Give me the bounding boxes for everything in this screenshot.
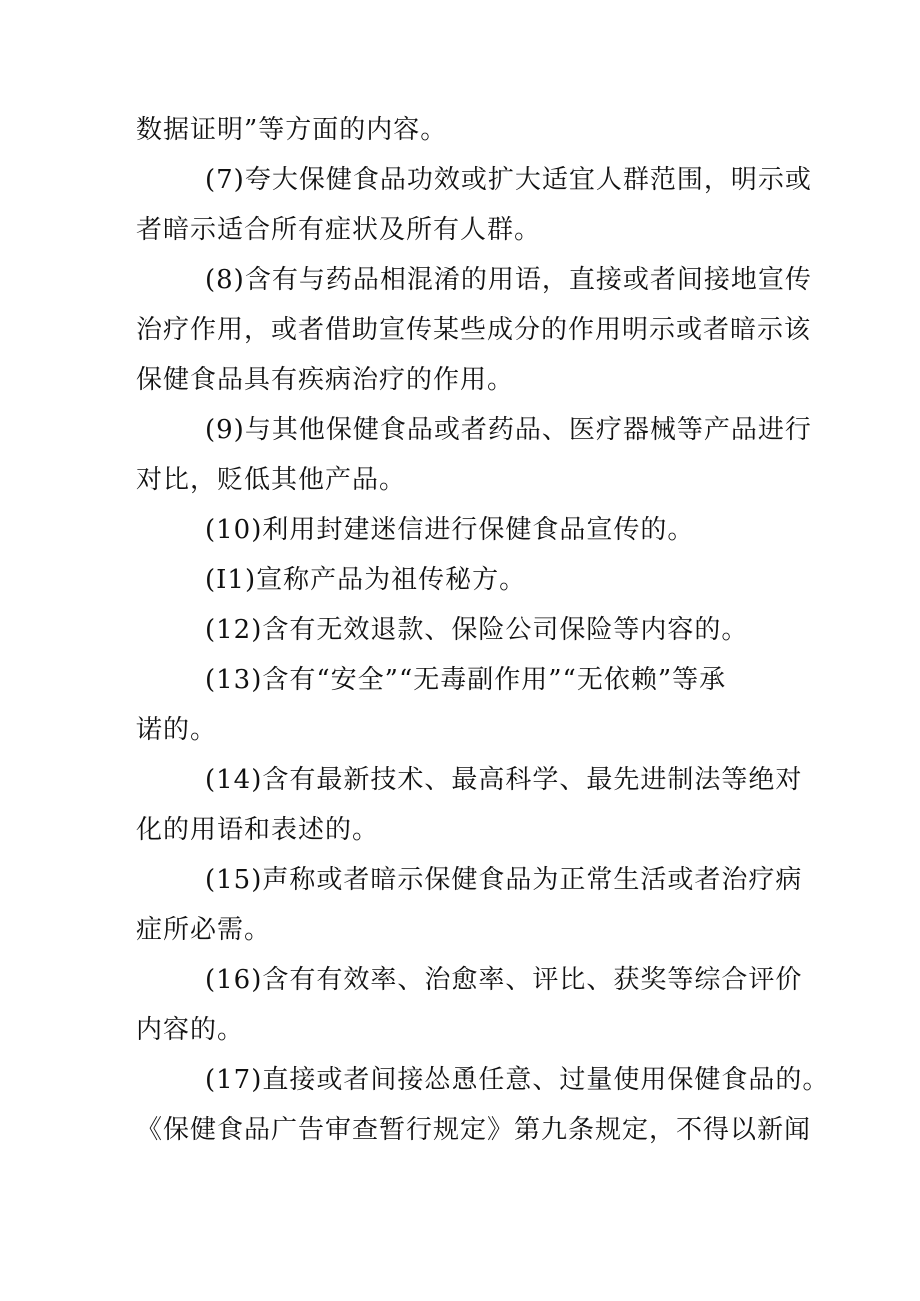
list-item-8-line-2: 治疗作用，或者借助宣传某些成分的作用明示或者暗示该 bbox=[136, 315, 812, 345]
list-item-8-line-1: (8)含有与药品相混淆的用语，直接或者间接地宣传 bbox=[205, 265, 812, 295]
list-item-10: (10)利用封建迷信进行保健食品宣传的。 bbox=[205, 515, 695, 545]
list-item-7-line-2: 者暗示适合所有症状及所有人群。 bbox=[136, 215, 542, 245]
list-item-16-line-2: 内容的。 bbox=[136, 1015, 245, 1045]
list-item-14-line-2: 化的用语和表述的。 bbox=[136, 815, 380, 845]
list-item-16-line-1: (16)含有有效率、治愈率、评比、获奖等综合评价 bbox=[205, 965, 803, 995]
list-item-17: (17)直接或者间接怂恿任意、过量使用保健食品的。 bbox=[205, 1065, 830, 1095]
list-item-13-line-1: (13)含有“安全”“无毒副作用”“无依赖”等承 bbox=[205, 665, 727, 695]
list-item-9-line-1: (9)与其他保健食品或者药品、医疗器械等产品进行 bbox=[205, 415, 812, 445]
list-item-14-line-1: (14)含有最新技术、最高科学、最先进制法等绝对 bbox=[205, 765, 803, 795]
list-item-15-line-2: 症所必需。 bbox=[136, 915, 272, 945]
list-item-8-line-3: 保健食品具有疾病治疗的作用。 bbox=[136, 365, 515, 395]
text-line: 数据证明”等方面的内容。 bbox=[136, 115, 448, 145]
list-item-13-line-2: 诺的。 bbox=[136, 715, 218, 745]
text-line: 《保健食品广告审查暂行规定》第九条规定，不得以新闻 bbox=[136, 1115, 812, 1145]
list-item-7-line-1: (7)夸大保健食品功效或扩大适宜人群范围，明示或 bbox=[205, 165, 812, 195]
list-item-15-line-1: (15)声称或者暗示保健食品为正常生活或者治疗病 bbox=[205, 865, 803, 895]
list-item-12: (12)含有无效退款、保险公司保险等内容的。 bbox=[205, 615, 749, 645]
list-item-11: (I1)宣称产品为祖传秘方。 bbox=[205, 565, 527, 595]
list-item-9-line-2: 对比，贬低其他产品。 bbox=[136, 465, 407, 495]
